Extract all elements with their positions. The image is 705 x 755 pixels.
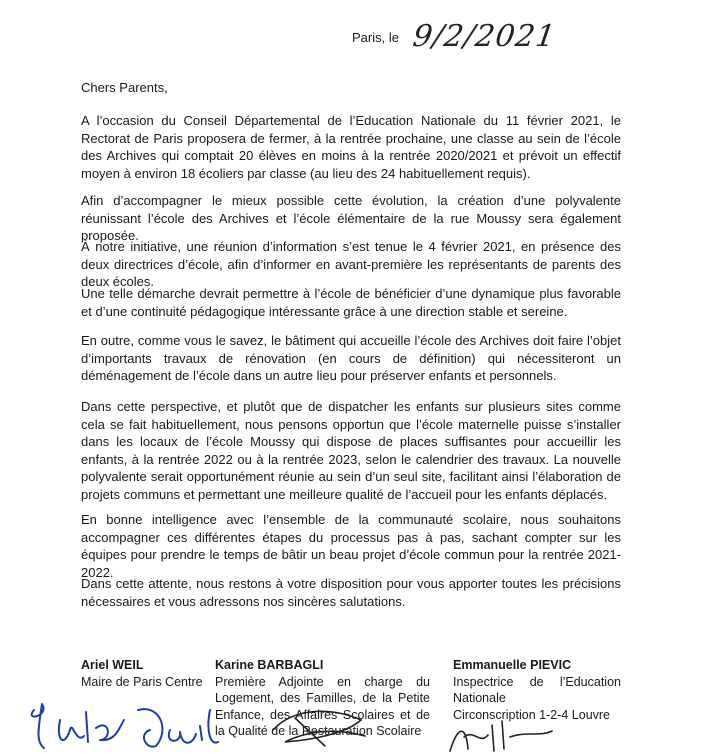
place-prefix: Paris, le — [352, 30, 399, 45]
paragraph-6: Dans cette perspective, et plutôt que de dispatcher les enfants sur plusieurs sites comme cela se fait habituellement, nous pensons opportun que l’école maternelle puisse s’installer dans les locaux de l’école Moussy qui dispose de places suffisantes pour accueillir les enfants, à la rentrée 2022 ou à la rentrée 2023, selon le calendrier des travaux. La nouvelle polyvalente serait opportunément réunie au sein d’un seul site, facilitant ainsi l’élaboration de projets communs et permettant une meilleure qualité de l’accueil pour les enfants déplacés. — [81, 399, 621, 502]
paragraph-3: À notre initiative, une réunion d’information s’est tenue le 4 février 2021, en présence des deux directrices d’école, afin d’informer en avant-première les représentants de parents des deux écoles. — [81, 239, 621, 290]
paragraph-5: En outre, comme vous le savez, le bâtiment qui accueille l’école des Archives doit faire l’objet d’importants travaux de rénovation (en cours de définition) qui nécessiteront un déménagement de l’école dans un autre lieu pour préserver enfants et personnels. — [81, 333, 621, 384]
paragraph-7: En bonne intelligence avec l’ensemble de la communauté scolaire, nous souhaitons accompagner ces différentes étapes du processus pas à pas, sachant compter sur les équipes pour prendre le temps de bâtir un beau projet d’école commun pour la rentrée 2021-2022. — [81, 512, 621, 580]
signatory-role: Première Adjointe en charge du Logement, des Familles, de la Petite Enfance, des Affaires Scolaires et de la Qualité de la Restauration Scolaire — [215, 674, 430, 739]
paragraph-8: Dans cette attente, nous restons à votre disposition pour vous apporter toutes les précisions nécessaires et vous adressons nos sincères salutations. — [81, 576, 621, 609]
signatory-name: Emmanuelle PIEVIC — [453, 658, 572, 672]
salutation: Chers Parents, — [81, 80, 168, 95]
paragraph-4: Une telle démarche devrait permettre à l’école de bénéficier d’une dynamique plus favorable et d’une continuité pédagogique intéressante grâce à une direction stable et sereine. — [81, 286, 621, 319]
paragraph-2: Afin d’accompagner le mieux possible cette évolution, la création d’une polyvalente réunissant l’école des Archives et l’école élémentaire de la rue Moussy sera également proposée. — [81, 193, 621, 244]
paragraph-1: A l’occasion du Conseil Départemental de l’Education Nationale du 11 février 2021, le Rectorat de Paris proposera de fermer, à la rentrée prochaine, une classe au sein de l’école des Archives qui comptait 20 élèves en moins à la rentrée 2020/2021 et prévoit un effectif moyen à environ 18 écoliers par classe (au lieu des 24 habituellement requis). — [81, 113, 621, 181]
signatory-role: Inspectrice de l’Education Nationale — [453, 674, 621, 706]
handwritten-signature-weil — [20, 690, 260, 755]
signature-block-weil — [81, 657, 206, 690]
signatory-role-line2: Circonscription 1-2-4 Louvre — [453, 707, 611, 722]
handwritten-date: 9/2/2021 — [410, 19, 559, 54]
handwritten-signature-barbagli — [265, 700, 375, 750]
signatory-role: Maire de Paris Centre — [81, 674, 203, 689]
date-line — [352, 19, 559, 54]
signatory-name: Ariel WEIL — [81, 658, 144, 672]
handwritten-signature-pievic — [440, 715, 560, 755]
signature-block-pievic — [453, 657, 621, 723]
signatory-name: Karine BARBAGLI — [215, 658, 324, 672]
